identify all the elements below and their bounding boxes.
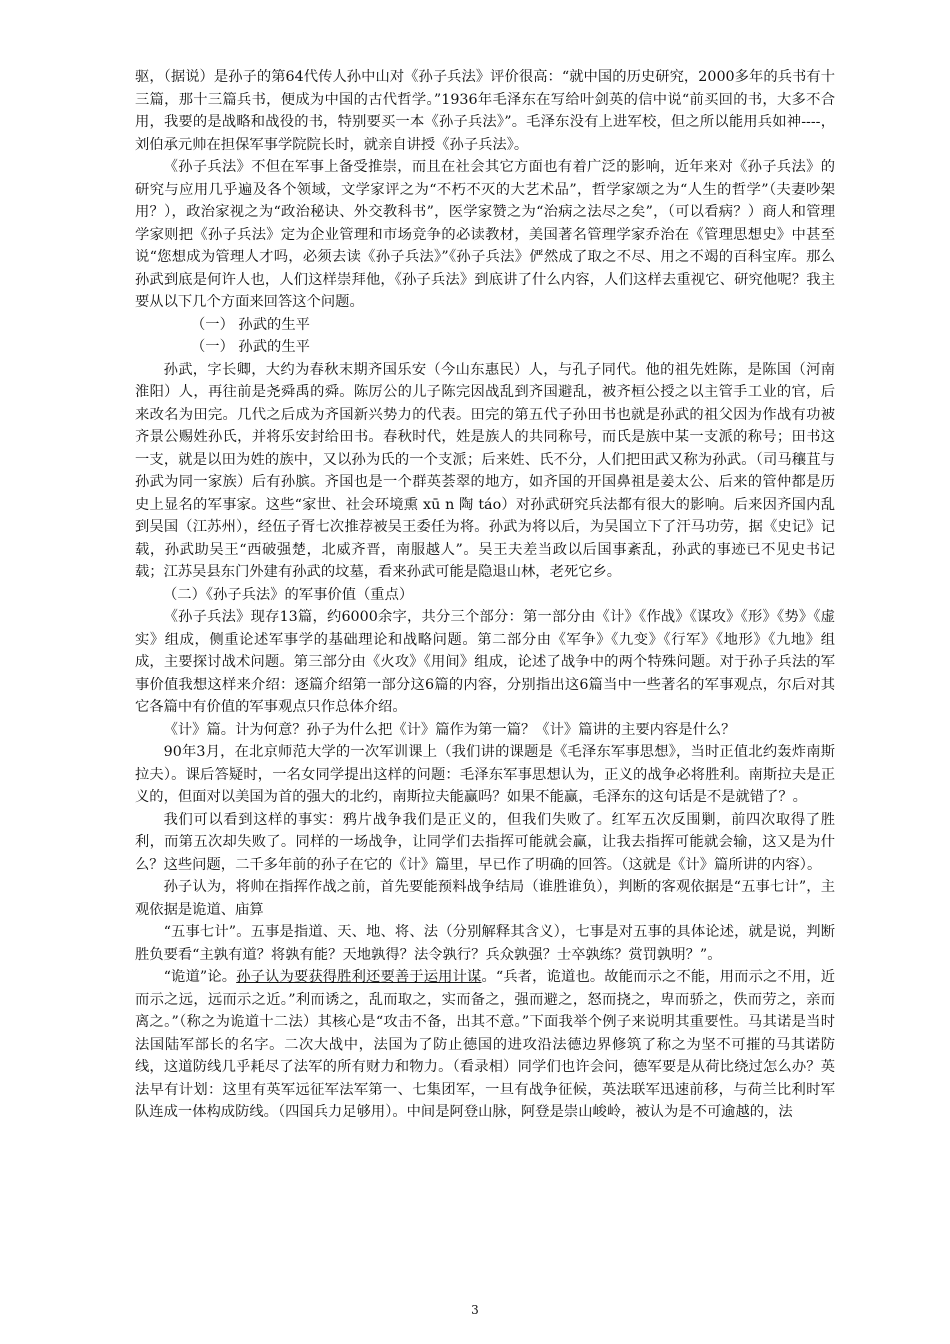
paragraph-influence: 《孙子兵法》不但在军事上备受推崇，而且在社会其它方面也有着广泛的影响，近年来对《孙子兵法》的研究与应用几乎遍及各个领域，文学家评之为“不朽不灭的大艺术品”，哲学家颂之为“人生的哲学”（夫妻吵架用？），政治家视之为“政治秘诀、外交教科书”，医学家赞之为“治病之法尽之矣”，（可以看病？）商人和管理学家则把《孙子兵法》定为企业管理和市场竞争的必读教材，美国著名管理学家乔治在《管理思想史》中甚至说“您想成为管理人才吗，必须去读《孙子兵法》”《孙子兵法》俨然成了取之不尽、用之不竭的百科宝库。那么孙武到底是何许人也，人们这样崇拜他，《孙子兵法》到底讲了什么内容，人们这样去重视它、研究他呢？我主要从以下几个方面来回答这个问题。	[135, 159, 835, 310]
document-body	[135, 66, 835, 1124]
paragraph-guidao	[135, 966, 835, 1124]
guidao-underlined-text: 孙子认为要获得胜利还要善于运用计谋	[236, 969, 482, 985]
paragraph-facts: 我们可以看到这样的事实：鸦片战争我们是正义的，但我们失败了。红军五次反围剿，前四次取得了胜利，而第五次却失败了。同样的一场战争，让同学们去指挥可能就会赢，让我去指挥可能就会输，这又是为什么？这些问题，二千多年前的孙子在它的《计》篇里，早已作了明确的回答。（这就是《计》篇所讲的内容）。	[135, 811, 835, 873]
paragraph-ji-question: 《计》篇。计为何意？孙子为什么把《计》篇作为第一篇？《计》篇讲的主要内容是什么？	[163, 721, 736, 738]
section-heading-life: （一） 孙武的生平	[191, 316, 310, 333]
paragraph-predict: 孙子认为，将帅在指挥作战之前，首先要能预料战争结局（谁胜谁负），判断的客观依据是“五事七计”，主观依据是诡道、庙算	[135, 879, 835, 918]
paragraph-intro: 驱，（据说）是孙子的第64代传人孙中山对《孙子兵法》评价很高：“就中国的历史研究，2000多年的兵书有十三篇，那十三篇兵书，便成为中国的古代哲学。”1936年毛泽东在写给叶剑英的信中说“前买回的书，大多不合用，我要的是战略和战役的书，特别要买一本《孙子兵法》”。毛泽东没有上进军校，但之所以能用兵如神----，刘伯承元帅在担保军事学院院长时，就亲自讲授《孙子兵法》。	[135, 69, 835, 153]
section-heading-military-value: （二）《孙子兵法》的军事价值（重点）	[163, 586, 414, 603]
page-number: 3	[471, 1303, 479, 1317]
paragraph-wushi-qiji: “五事七计”。五事是指道、天、地、将、法（分别解释其含义），七事是对五事的具体论述，就是说，判断胜负要看“主孰有道？将孰有能？天地孰得？法令孰行？兵众孰强？士卒孰练？赏罚孰明？”。	[135, 924, 835, 963]
guidao-lead: “诡道”论。	[163, 969, 237, 985]
paragraph-structure: 《孙子兵法》现存13篇，约6000余字，共分三个部分：第一部分由《计》《作战》《谋攻》《形》《势》《虚实》组成，侧重论述军事学的基础理论和战略问题。第二部分由《军争》《九变》《行军》《地形》《九地》组成，主要探讨战术问题。第三部分由《火攻》《用间》组成，论述了战争中的两个特殊问题。对于孙子兵法的军事价值我想这样来介绍：逐篇介绍第一部分这6篇的内容，分别指出这6篇当中一些著名的军事观点，尔后对其它各篇中有价值的军事观点只作总体介绍。	[135, 609, 835, 715]
paragraph-1990-lecture: 90年3月，在北京师范大学的一次军训课上（我们讲的课题是《毛泽东军事思想》，当时正值北约轰炸南斯拉夫）。课后答疑时，一名女同学提出这样的问题：毛泽东军事思想认为，正义的战争必将胜利。南斯拉夫是正义的，但面对以美国为首的强大的北约，南斯拉夫能赢吗？如果不能赢，毛泽东的这句话是不是就错了？。	[135, 744, 835, 805]
paragraph-biography: 孙武，字长卿，大约为春秋末期齐国乐安（今山东惠民）人，与孔子同代。他的祖先姓陈，是陈国（河南淮阳）人，再往前是尧舜禹的舜。陈厉公的儿子陈完因战乱到齐国避乱，被齐桓公授之以主管手工业的官，后来改名为田完。几代之后成为齐国新兴势力的代表。田完的第五代子孙田书也就是孙武的祖父因为作战有功被齐景公赐姓孙氏，并将乐安封给田书。春秋时代，姓是族人的共同称号，而氏是族中某一支派的称号；田书这一支，就是以田为姓的族中，又以孙为氏的一个支派；后来姓、氏不分，人们把田武又称为孙武。（司马穰苴与孙武为同一家族）后有孙膑。齐国也是一个群英荟翠的地方，如齐国的开国鼻祖是姜太公、后来的管仲都是历史上显名的军事家。这些“家世、社会环境熏 xū n 陶 táo）对孙武研究兵法都有很大的影响。后来因齐国内乱到吴国（江苏州），经伍子胥七次推荐被吴王委任为将。孙武为将以后，为吴国立下了汗马功劳，据《史记》记载，孙武助吴王“西破强楚，北威齐晋，南服越人”。吴王夫差当政以后国事紊乱，孙武的事迹已不见史书记载；江苏吴县东门外建有孙武的坟墓，看来孙武可能是隐退山林，老死它乡。	[135, 361, 835, 580]
section-heading-life-repeat: （一） 孙武的生平	[191, 339, 310, 355]
guidao-rest: 。“兵者，诡道也。故能而示之不能，用而示之不用，近而示之远，远而示之近。”利而诱之，乱而取之，实而备之，强而避之，怒而挠之，卑而骄之，佚而劳之，亲而离之。”（称之为诡道十二法）其核心是“攻击不备，出其不意。”下面我举个例子来说明其重要性。马其诺是当时法国陆军部长的名字。二次大战中，法国为了防止德国的进攻沿法德边界修筑了称之为坚不可摧的马其诺防线，这道防线几乎耗尽了法军的所有财力和物力。（看录相）同学们也许会问，德军要是从荷比绕过怎么办？英法早有计划：这里有英军远征军法军第一、七集团军，一旦有战争征候，英法联军迅速前移，与荷兰比利时军队连成一体构成防线。（四国兵力足够用）。中间是阿登山脉，阿登是崇山峻岭，被认为是不可逾越的，法	[135, 969, 836, 1120]
